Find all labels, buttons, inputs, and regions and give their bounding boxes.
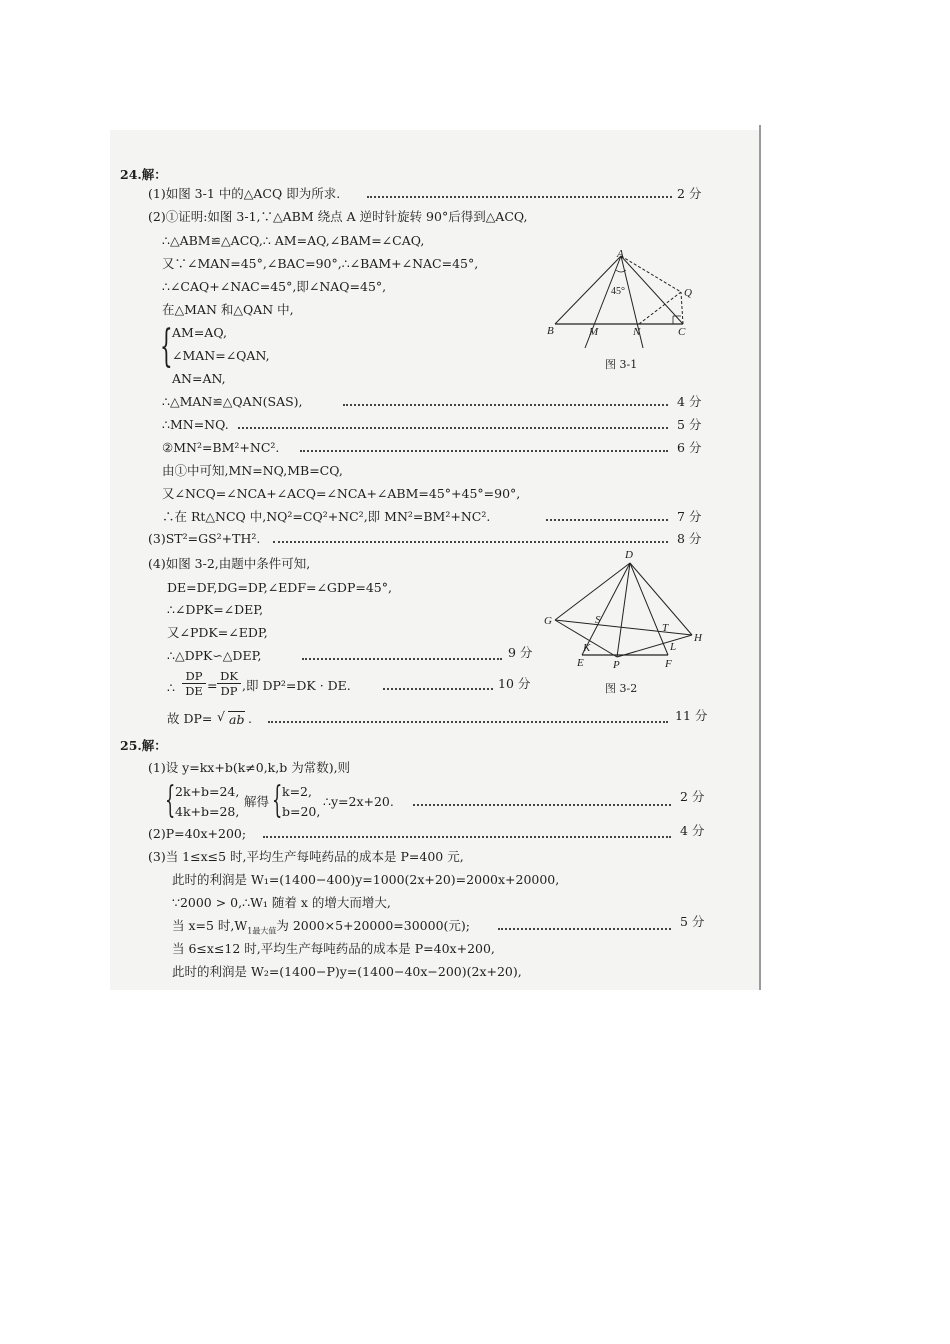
q24-congruence: ∴△MAN≌△QAN(SAS), xyxy=(162,394,303,409)
q25-result-line2: b=20, xyxy=(282,804,321,819)
score-10: 10 分 xyxy=(498,676,531,691)
segment-ph xyxy=(617,635,692,657)
segment-aq xyxy=(621,256,681,292)
q25-part3-line5: 当 6≤x≤12 时,平均生产每吨药品的成本是 P=40x+200, xyxy=(172,941,495,956)
system-line1: AM=AQ, xyxy=(172,325,227,340)
label-P: P xyxy=(613,659,620,671)
q25-solve: 解得 xyxy=(244,794,270,809)
segment-nq xyxy=(639,292,681,324)
label-S: S xyxy=(595,614,601,626)
equals-sign: = xyxy=(207,678,218,693)
figure-3-2 xyxy=(540,548,705,673)
score-8: 8 分 xyxy=(677,531,702,546)
q24-part2-line2: ∴△ABM≌△ACQ,∴ AM=AQ,∠BAM=∠CAQ, xyxy=(162,233,425,248)
q24-part3: (3)ST²=GS²+TH². xyxy=(148,531,261,546)
system-line3: AN=AN, xyxy=(172,371,226,386)
fraction-denominator-1: DE xyxy=(185,684,203,698)
q24-part4-line1: DE=DF,DG=DP,∠EDF=∠GDP=45°, xyxy=(167,580,392,595)
score-7: 7 分 xyxy=(677,509,702,524)
score-4: 4 分 xyxy=(677,394,702,409)
brace: { xyxy=(160,321,173,372)
q24-part1: (1)如图 3-1 中的△ACQ 即为所求. xyxy=(148,186,341,201)
system-line2: ∠MAN=∠QAN, xyxy=(172,348,270,363)
q24-part2-line3: 又∵∠MAN=45°,∠BAC=90°,∴∠BAM+∠NAC=45°, xyxy=(162,256,479,271)
leader-dots xyxy=(300,450,668,452)
q24-part4-line3: 又∠PDK=∠EDP, xyxy=(167,625,268,640)
label-T: T xyxy=(662,622,669,634)
q24-part4-line2: ∴∠DPK=∠DEP, xyxy=(167,602,264,617)
leader-dots xyxy=(268,721,668,723)
fraction-denominator-2: DP xyxy=(220,684,238,698)
label-angle: 45° xyxy=(611,286,625,297)
label-D: D xyxy=(625,549,633,561)
q25-part2: (2)P=40x+200; xyxy=(148,826,247,841)
score-2: 2 分 xyxy=(677,186,702,201)
q24-part2-line4: ∴∠CAQ+∠NAC=45°,即∠NAQ=45°, xyxy=(162,279,387,294)
figure-3-2-caption: 图 3-2 xyxy=(605,682,638,695)
period: . xyxy=(248,711,252,726)
q24-claim: ②MN²=BM²+NC². xyxy=(162,440,280,455)
label-Q: Q xyxy=(684,287,692,299)
q25-part1: (1)设 y=kx+b(k≠0,k,b 为常数),则 xyxy=(148,760,351,775)
score-4b: 4 分 xyxy=(680,823,705,838)
leader-dots xyxy=(302,658,502,660)
q25-part3-line1: (3)当 1≤x≤5 时,平均生产每吨药品的成本是 P=400 元, xyxy=(148,849,464,864)
q25-part3-line2: 此时的利润是 W₁=(1400−400)y=1000(2x+20)=2000x+20000, xyxy=(172,872,560,887)
label-B: B xyxy=(547,325,554,337)
q25-system-line1: 2k+b=24, xyxy=(175,784,240,799)
q24-part2-line1: (2)①证明:如图 3-1,∵△ABM 绕点 A 逆时针旋转 90°后得到△ACQ, xyxy=(148,209,528,224)
q25-line4-subscript: 1最大值 xyxy=(247,926,277,936)
segment-cq xyxy=(681,292,683,324)
label-G: G xyxy=(544,615,552,627)
therefore-sign: ∴ xyxy=(167,680,175,695)
label-H: H xyxy=(694,632,702,644)
q25-part3-line4a xyxy=(172,918,470,939)
q25-heading: 25.解： xyxy=(120,738,167,753)
q25-result: ∴y=2x+20. xyxy=(323,794,394,809)
label-L: L xyxy=(670,641,677,653)
q24-part4-line5: ,即 DP²=DK · DE. xyxy=(242,678,351,693)
segment-dh xyxy=(630,563,692,635)
label-A: A xyxy=(617,248,624,260)
q24-answer-radicand: ab xyxy=(229,712,245,727)
label-F: F xyxy=(665,658,672,670)
leader-dots xyxy=(413,804,671,806)
sqrt-sign: √ xyxy=(217,709,225,724)
leader-dots xyxy=(273,541,668,543)
leader-dots xyxy=(498,928,671,930)
figure-3-1-caption: 图 3-1 xyxy=(605,358,638,371)
q25-part3-line6: 此时的利润是 W₂=(1400−P)y=(1400−40x−200)(2x+20), xyxy=(172,964,522,979)
q25-part3-line3: ∵2000 > 0,∴W₁ 随着 x 的增大而增大, xyxy=(172,895,391,910)
q24-part2-line5: 在△MAN 和△QAN 中, xyxy=(162,302,294,317)
label-N: N xyxy=(633,326,641,338)
q24-line14: 又∠NCQ=∠NCA+∠ACQ=∠NCA+∠ABM=45°+45°=90°, xyxy=(162,486,521,501)
q25-result-line1: k=2, xyxy=(282,784,312,799)
q24-part4: (4)如图 3-2,由题中条件可知, xyxy=(148,556,311,571)
leader-dots xyxy=(383,688,493,690)
label-E: E xyxy=(577,657,584,669)
q24-answer-prefix: 故 DP= xyxy=(167,711,213,726)
q25-line4-text-a: 当 x=5 时,W xyxy=(172,918,248,933)
leader-dots xyxy=(238,427,668,429)
score-5b: 5 分 xyxy=(680,914,705,929)
leader-dots xyxy=(546,519,668,521)
score-11: 11 分 xyxy=(675,708,708,723)
brace: { xyxy=(272,780,283,821)
segment-dp xyxy=(617,563,630,657)
segment-df xyxy=(630,563,668,655)
q24-line15: ∴在 Rt△NCQ 中,NQ²=CQ²+NC²,即 MN²=BM²+NC². xyxy=(162,509,491,524)
figure-3-1 xyxy=(545,248,695,353)
segment-dg xyxy=(555,563,630,620)
q24-mn-nq: ∴MN=NQ. xyxy=(162,417,229,432)
q24-line13: 由①中可知,MN=NQ,MB=CQ, xyxy=(162,463,343,478)
label-C: C xyxy=(678,326,686,338)
score-6: 6 分 xyxy=(677,440,702,455)
fraction-numerator-1: DP xyxy=(182,670,206,684)
q25-system-line2: 4k+b=28, xyxy=(175,804,240,819)
q24-part4-line4: ∴△DPK∽△DEP, xyxy=(167,648,262,663)
label-M: M xyxy=(589,326,599,338)
score-9: 9 分 xyxy=(508,645,533,660)
q24-heading: 24.解： xyxy=(120,167,167,182)
leader-dots xyxy=(367,196,672,198)
q25-line4-text-b: 为 2000×5+20000=30000(元); xyxy=(276,918,470,933)
brace: { xyxy=(165,780,176,821)
score-5: 5 分 xyxy=(677,417,702,432)
fraction-numerator-2: DK xyxy=(217,670,241,684)
leader-dots xyxy=(343,404,668,406)
label-K: K xyxy=(583,642,591,654)
score-2b: 2 分 xyxy=(680,789,705,804)
page-edge-line xyxy=(759,125,761,990)
leader-dots xyxy=(263,836,671,838)
